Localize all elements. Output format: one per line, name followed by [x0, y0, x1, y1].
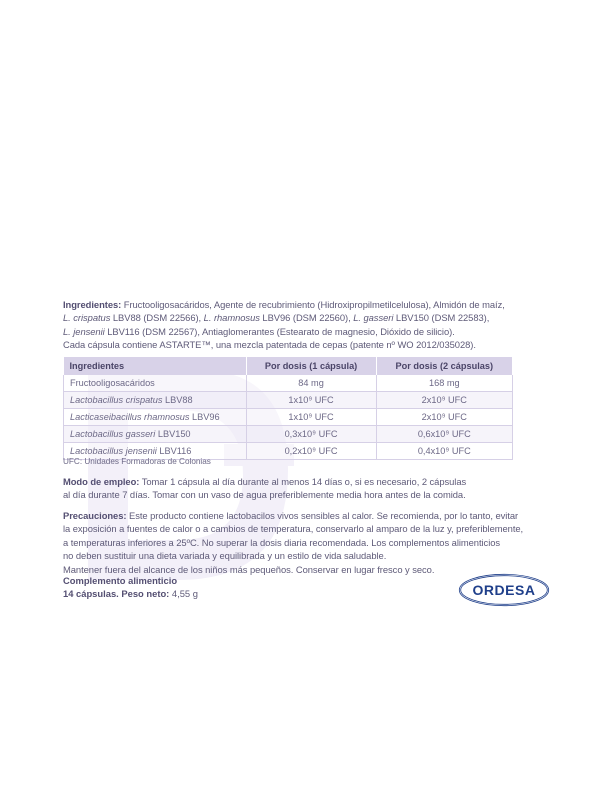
- net-weight-value: 4,55 g: [169, 588, 198, 599]
- col-header-ingredients: Ingredientes: [64, 357, 247, 375]
- dose-one: 0,3x10⁹ UFC: [246, 426, 376, 443]
- col-header-two-capsules: Por dosis (2 cápsulas): [376, 357, 512, 375]
- product-type: Complemento alimenticio: [63, 575, 178, 586]
- ingredient-name: Lactobacillus jensenii LBV116: [64, 443, 247, 460]
- dose-two: 0,6x10⁹ UFC: [376, 426, 512, 443]
- usage-paragraph: Modo de empleo: Tomar 1 cápsula al día durante al menos 14 días o, si es necesario, 2 cápsulas al día durante 7 días. Tomar con un vaso de agua preferiblemente media hora antes de la comida.: [63, 476, 467, 501]
- dose-two: 2x10⁹ UFC: [376, 392, 512, 409]
- dose-one: 84 mg: [246, 375, 376, 392]
- dose-one: 1x10⁹ UFC: [246, 409, 376, 426]
- dose-one: 0,2x10⁹ UFC: [246, 443, 376, 460]
- ingredients-paragraph: Ingredientes: Fructooligosacáridos, Agente de recubrimiento (Hidroxipropilmetilcelulosa), Almidón de maíz, L. crispatus LBV88 (DSM 22566), L. rhamnosus LBV96 (DSM 22560), L. gasseri LBV150 (DSM 22583), L. jensenii LBV116 (DSM 22567), Antiaglomerantes (Estearato de magnesio, Dióxido de silicio). Cada cápsula contiene ASTARTE™, una mezcla patentada de cepas (patente nº WO 2012/035028).: [63, 299, 505, 351]
- ingredient-name: Lactobacillus crispatus LBV88: [64, 392, 247, 409]
- table-row: [64, 375, 513, 392]
- dose-two: 2x10⁹ UFC: [376, 409, 512, 426]
- ingredient-name: Lacticaseibacillus rhamnosus LBV96: [64, 409, 247, 426]
- net-weight-label: 14 cápsulas. Peso neto:: [63, 588, 170, 599]
- ingredients-label: Ingredientes:: [63, 299, 122, 310]
- ingredient-name: Lactobacillus gasseri LBV150: [64, 426, 247, 443]
- precautions-label: Precauciones:: [63, 510, 127, 521]
- ufc-footnote: UFC: Unidades Formadoras de Colonias: [63, 457, 211, 466]
- ordesa-logo: [458, 572, 550, 608]
- table-row: [64, 409, 513, 426]
- dose-two: 0,4x10⁹ UFC: [376, 443, 512, 460]
- table-row: [64, 426, 513, 443]
- dose-two: 168 mg: [376, 375, 512, 392]
- ingredient-name: Fructooligosacáridos: [64, 375, 247, 392]
- dose-one: 1x10⁹ UFC: [246, 392, 376, 409]
- usage-label: Modo de empleo:: [63, 476, 140, 487]
- svg-text:ORDESA: ORDESA: [472, 582, 536, 598]
- table-row: [64, 392, 513, 409]
- precautions-paragraph: Precauciones: Este producto contiene lactobacilos vivos sensibles al calor. Se recomienda, por lo tanto, evitar la exposición a fuentes de calor o a cambios de temperatura, conservarlo al amparo de la luz y, preferiblemente, a temperaturas inferiores a 25ºC. No superar la dosis diaria recomendada. Los complementos alimenticios no deben sustituir una dieta variada y equilibrada y un estilo de vida saludable. Mantener fuera del alcance de los niños más pequeños. Conservar en lugar fresco y seco.: [63, 510, 524, 575]
- product-footer: [63, 574, 198, 600]
- astarte-sentence: Cada cápsula contiene ASTARTE™, una mezcla patentada de cepas (patente nº WO 2012/035028).: [63, 339, 476, 351]
- composition-table: [63, 357, 513, 460]
- col-header-one-capsule: Por dosis (1 cápsula): [246, 357, 376, 375]
- table-header-row: [64, 357, 513, 375]
